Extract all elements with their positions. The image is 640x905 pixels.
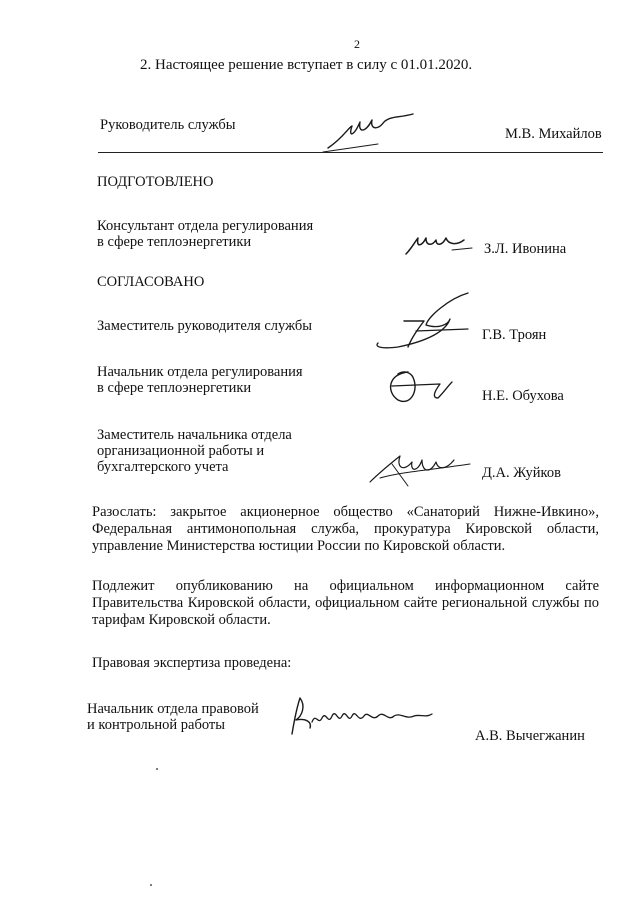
page-number: 2 xyxy=(354,37,360,51)
scan-speck xyxy=(156,768,158,770)
signer-3-name: Д.А. Жуйков xyxy=(482,465,561,481)
prepared-name: З.Л. Ивонина xyxy=(484,241,567,257)
prepared-role-line2: в сфере теплоэнергетики xyxy=(97,234,252,250)
signer-1-signature xyxy=(368,285,478,365)
prepared-signature xyxy=(402,232,482,262)
signer-3-role-line2: организационной работы и xyxy=(97,443,265,459)
signer-1-role: Заместитель руководителя службы xyxy=(97,318,313,334)
head-role: Руководитель службы xyxy=(100,117,236,133)
prepared-role-line1: Консультант отдела регулирования xyxy=(97,218,314,234)
signer-3-role-line1: Заместитель начальника отдела xyxy=(97,427,292,443)
legal-review-text: Правовая экспертиза проведена: xyxy=(92,655,292,671)
signer-2-role-line1: Начальник отдела регулирования xyxy=(97,364,303,380)
scan-speck xyxy=(150,884,152,886)
signer-1-name: Г.В. Троян xyxy=(482,327,547,343)
legal-review-role-line2: и контрольной работы xyxy=(87,717,225,733)
distribution-text: Разослать: закрытое акционерное общество «Санаторий Нижне-Ивкино», Федеральная антимонопольная служба, прокуратура Кировской области, управление Министерства юстиции России по Кировской области. xyxy=(92,504,599,554)
prepared-heading: ПОДГОТОВЛЕНО xyxy=(97,174,214,190)
signer-3-signature xyxy=(360,442,480,492)
legal-review-name: А.В. Вычегжанин xyxy=(475,728,585,744)
legal-review-role-line1: Начальник отдела правовой xyxy=(87,701,259,717)
publication-text: Подлежит опубликованию на официальном информационном сайте Правительства Кировской области, официальном сайте региональной службы по тарифам Кировской области. xyxy=(92,578,599,628)
signer-2-role-line2: в сфере теплоэнергетики xyxy=(97,380,252,396)
legal-review-signature xyxy=(282,692,442,742)
head-signature xyxy=(318,108,428,158)
signature-divider xyxy=(98,152,603,153)
signer-3-role-line3: бухгалтерского учета xyxy=(97,459,229,475)
signer-2-signature xyxy=(378,362,468,412)
signer-2-name: Н.Е. Обухова xyxy=(482,388,564,404)
head-name: М.В. Михайлов xyxy=(505,126,602,142)
agreed-heading: СОГЛАСОВАНО xyxy=(97,274,205,290)
decision-item-2: 2. Настоящее решение вступает в силу с 01.01.2020. xyxy=(140,57,473,73)
